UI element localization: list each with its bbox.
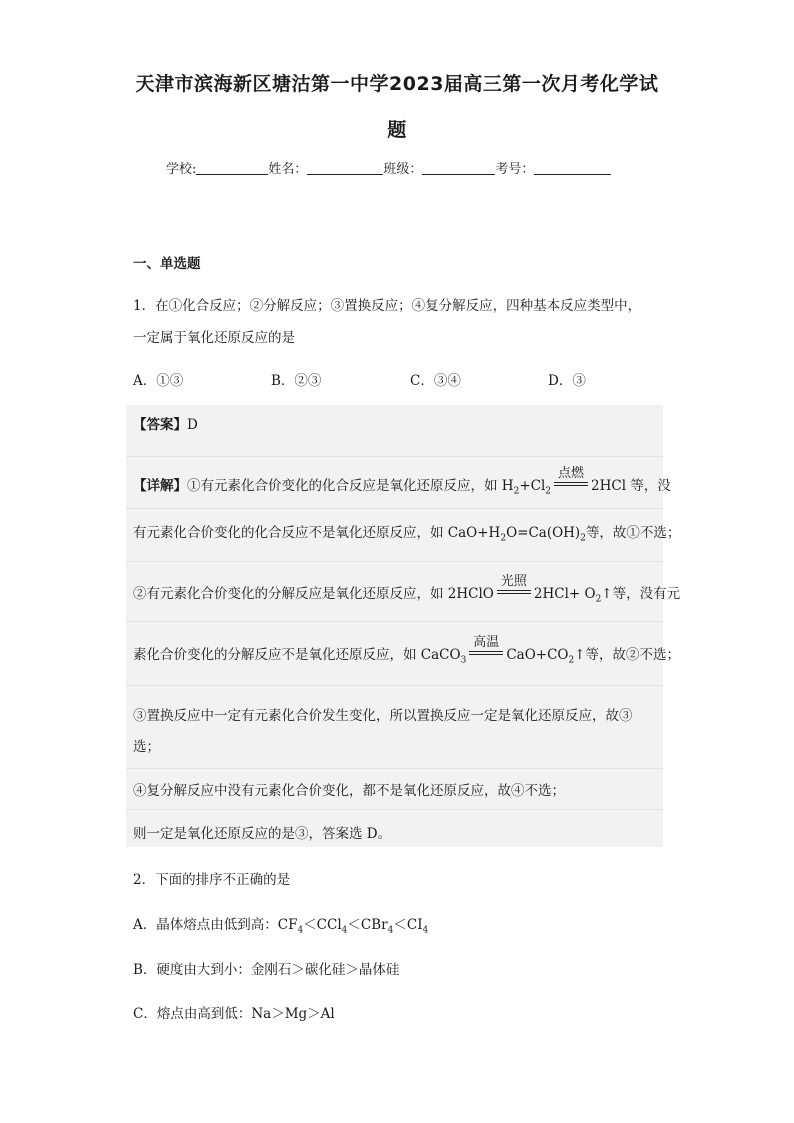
detail-text: 有元素化合价变化的化合反应不是氧化还原反应，如 CaO+H bbox=[133, 525, 501, 541]
q1-option-d: D．③ bbox=[548, 373, 586, 389]
reaction-condition-arrow bbox=[552, 466, 590, 492]
divider bbox=[126, 621, 663, 622]
detail-text: ↑等，故②不选； bbox=[574, 647, 681, 663]
detail-line-7: ④复分解反应中没有元素化合价变化，都不是氧化还原反应，故④不选； bbox=[133, 783, 565, 799]
name-blank[interactable] bbox=[307, 161, 383, 175]
q2-stem: 2．下面的排序不正确的是 bbox=[133, 872, 291, 888]
detail-text: 素化合价变化的分解反应不是氧化还原反应，如 CaCO bbox=[133, 647, 461, 663]
reaction-condition-arrow bbox=[495, 574, 533, 600]
detail-line-3 bbox=[133, 574, 681, 605]
detail-line-1 bbox=[133, 466, 671, 497]
q2-option-c: C．熔点由高到低：Na＞Mg＞Al bbox=[133, 1006, 335, 1022]
exam-title-line2: 题 bbox=[387, 119, 407, 141]
subscript: 2 bbox=[500, 533, 507, 544]
condition-label: 光照 bbox=[500, 574, 527, 589]
option-text: ＜CBr bbox=[347, 917, 388, 933]
q1-stem-line2: 一定属于氧化还原反应的是 bbox=[133, 330, 295, 346]
subscript: 2 bbox=[513, 486, 520, 497]
detail-text: ①有元素化合价变化的化合反应是氧化还原反应，如 H bbox=[187, 478, 514, 494]
exam-no-label: 考号： bbox=[495, 162, 535, 177]
q1-stem-line1: 1．在①化合反应；②分解反应；③置换反应；④复分解反应，四种基本反应类型中， bbox=[133, 298, 642, 314]
detail-text: O=Ca(OH) bbox=[506, 525, 581, 541]
detail-text: 2HCl+ O bbox=[533, 586, 596, 602]
condition-label: 高温 bbox=[473, 635, 500, 650]
detail-line-2 bbox=[133, 521, 680, 544]
subscript: 2 bbox=[580, 533, 586, 544]
school-blank[interactable] bbox=[196, 161, 268, 175]
class-blank[interactable] bbox=[422, 161, 495, 175]
exam-no-blank[interactable] bbox=[534, 161, 611, 175]
answer-value: D bbox=[187, 417, 198, 433]
divider bbox=[126, 561, 663, 562]
answer-tag: 【答案】 bbox=[133, 417, 187, 433]
section-heading: 一、单选题 bbox=[133, 256, 201, 272]
divider bbox=[126, 809, 663, 810]
detail-line-6: 选； bbox=[133, 739, 160, 755]
subscript: 3 bbox=[460, 655, 467, 666]
subscript: 2 bbox=[568, 655, 575, 666]
detail-text: 2HCl 等，没 bbox=[591, 478, 671, 494]
school-label: 学校: bbox=[166, 162, 197, 177]
answer-line bbox=[133, 413, 198, 433]
option-text: A．晶体熔点由低到高：CF bbox=[133, 917, 298, 933]
q2-option-a bbox=[133, 913, 428, 936]
q1-option-b: B．②③ bbox=[271, 373, 322, 389]
exam-title-line1: 天津市滨海新区塘沽第一中学2023届高三第一次月考化学试 bbox=[135, 73, 659, 95]
q1-option-a: A．①③ bbox=[133, 373, 184, 389]
detail-tag: 【详解】 bbox=[133, 478, 187, 494]
subscript: 2 bbox=[595, 594, 602, 605]
student-info-row bbox=[166, 158, 611, 177]
divider bbox=[126, 508, 663, 509]
divider bbox=[126, 456, 663, 457]
subscript: 4 bbox=[297, 925, 304, 936]
detail-text: 等，故①不选； bbox=[585, 525, 681, 541]
subscript: 4 bbox=[422, 925, 429, 936]
detail-text: CaO+CO bbox=[506, 647, 569, 663]
divider bbox=[126, 685, 663, 686]
divider bbox=[126, 768, 663, 769]
subscript: 4 bbox=[387, 925, 394, 936]
subscript: 4 bbox=[341, 925, 348, 936]
option-text: ＜CCl bbox=[303, 917, 342, 933]
name-label: 姓名： bbox=[268, 162, 308, 177]
q1-option-c: C．③④ bbox=[410, 373, 461, 389]
detail-line-8: 则一定是氧化还原反应的是③，答案选 D。 bbox=[133, 826, 392, 842]
detail-text: +Cl bbox=[519, 478, 546, 494]
detail-line-4 bbox=[133, 635, 681, 666]
detail-text: ↑等，没有元 bbox=[601, 586, 681, 602]
detail-line-5: ③置换反应中一定有元素化合价发生变化，所以置换反应一定是氧化还原反应，故③ bbox=[133, 708, 633, 724]
option-text: ＜CI bbox=[393, 917, 423, 933]
condition-label: 点燃 bbox=[558, 466, 585, 481]
reaction-condition-arrow bbox=[467, 635, 505, 661]
class-label: 班级： bbox=[383, 162, 423, 177]
q2-option-b: B．硬度由大到小：金刚石＞碳化硅＞晶体硅 bbox=[133, 962, 400, 978]
subscript: 2 bbox=[545, 486, 552, 497]
detail-text: ②有元素化合价变化的分解反应是氧化还原反应，如 2HClO bbox=[133, 586, 494, 602]
